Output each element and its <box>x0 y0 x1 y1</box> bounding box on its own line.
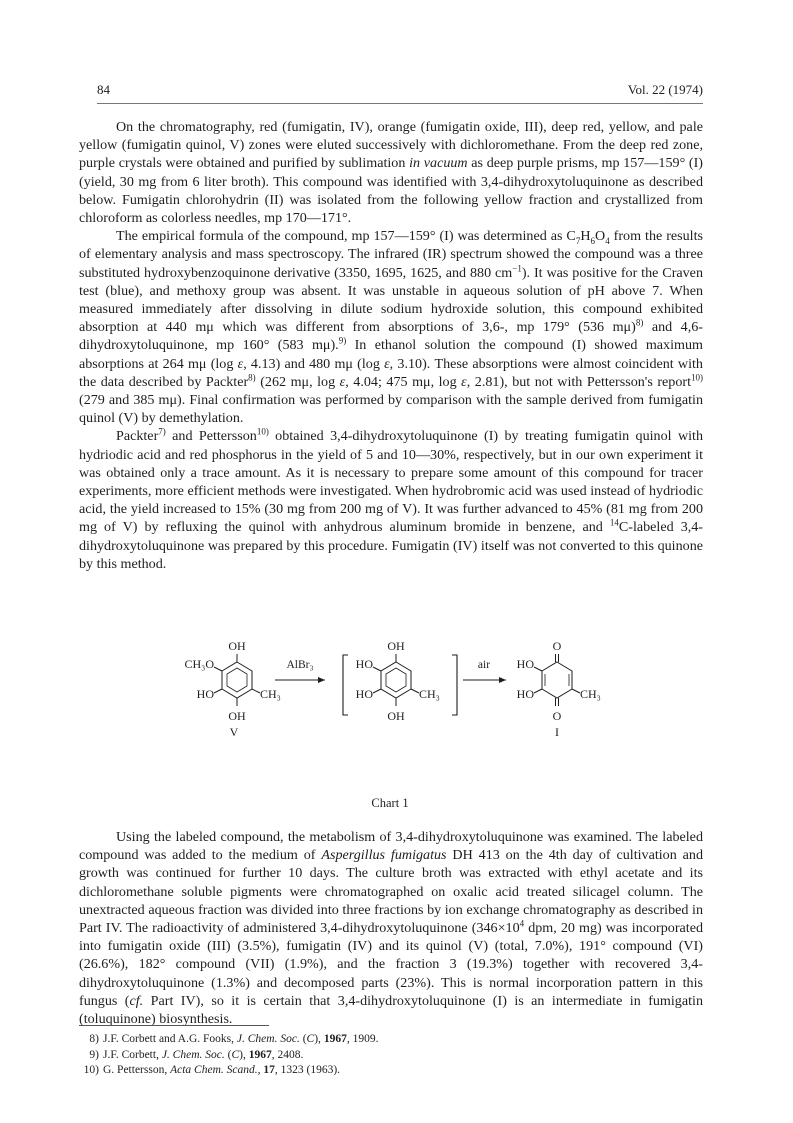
scheme-drawing <box>150 628 650 783</box>
c2-ring <box>381 662 411 698</box>
paragraph-3: Packter$^{7)}$ and Pettersson$^{10)}$ obtained 3,4-dihydroxytoluquinone (I) by treating fumigatin quinol with hydriodic acid and red phosphorus in the yield of 5 and 10—30%, respectively, but in our own experiment it was obtained only a trace amount. As it is necessary to prepare some amount of this compound for tracer experiments, more efficient methods were investigated. When hydrobromic acid was used instead of hydriodic acid, the yield increased to 15% (30 mg from 200 mg of V). It was further advanced to 45% (81 mg from 200 mg of V) by refluxing the quinol with anhydrous aluminum bromide in benzene, and $^{14}$C-labeled 3,4-dihydroxytoluquinone was prepared by this procedure. Fumigatin (IV) itself was not converted to this quinone by this method. <box>79 426 704 572</box>
reagent-albr3: AlBr₃ <box>286 659 314 671</box>
arrow-2-head <box>499 677 506 683</box>
c3-ul-bond <box>534 667 542 671</box>
body-text-bottom <box>79 828 703 1028</box>
c3-ll-bond <box>534 689 542 693</box>
paragraph-1: On the chromatography, red (fumigatin, IV), orange (fumigatin oxide, III), deep red, yellow, and pale yellow (fumigatin quinol, V) zones were eluted successively with dichloromethane. From the deep red zone, purple crystals were obtained and purified by sublimation in vacuum as deep purple prisms, mp 157—159° (I) (yield, 30 mg from 6 liter broth). This compound was identified with 3,4-dihydroxytoluquinone as described below. Fumigatin chlorohydrin (II) was isolated from the following yellow fraction and crystallized from chloroform as colorless needles, mp 170—171°. <box>79 119 703 227</box>
reference-item <box>79 1048 703 1064</box>
body-text-top <box>79 118 703 573</box>
reference-text: J.F. Corbett and A.G. Fooks, J. Chem. Soc. (C), 1967, 1909. <box>103 1033 379 1045</box>
c1-ring-inner <box>227 668 247 692</box>
c1-lr-bond <box>252 689 260 693</box>
reference-number: 8) <box>89 1033 99 1045</box>
references <box>79 1032 703 1079</box>
c3-top-label: O <box>552 639 562 653</box>
c2-top-label: OH <box>387 639 405 653</box>
reference-number: 9) <box>89 1048 99 1061</box>
c2-ll-bond <box>373 689 381 693</box>
c3-number: I <box>555 725 559 739</box>
c1-ll-label: HO <box>196 687 214 701</box>
paragraph-2: The empirical formula of the compound, mp 157—159° (I) was determined as $C_7H_6O_4$ from the results of elementary analysis and mass spectroscopy. The infrared (IR) spectrum showed the compound was a three substituted hydroxybenzoquinone derivative (3350, 1695, 1625, and 880 $cm^{-1}$). It was positive for the Craven test (blue), and methoxy group was absent. It was unstable in aqueous solution of pH above 7. When measured immediately after dissolving in dilute sodium hydroxide solution, this compound exhibited absorption at 440 mμ which was different from absorptions of 3,6-, mp 179° (536 mμ)$^{8)}$ and 4,6-dihydroxytoluquinone, mp 160° (583 mμ).$^{9)}$ In ethanol solution the compound (I) showed maximum absorptions at 264 mμ (log ε, 4.13) and 480 mμ (log ε, 3.10). These absorptions were almost coincident with the data described by Packter$^{8)}$ (262 mμ, log ε, 4.04; 475 mμ, log ε, 2.81), but not with Pettersson's report$^{10)}$ (279 and 385 mμ). Final confirmation was performed by comparison with the sample derived from fumigatin quinol (V) by demethylation. <box>79 228 703 427</box>
compound-v <box>184 639 280 739</box>
arrow-albr3 <box>275 659 325 683</box>
c1-bottom-label: OH <box>228 709 246 723</box>
c3-lr-bond <box>572 689 580 693</box>
c3-lr-label: CH₃ <box>580 687 601 701</box>
c3-ring <box>542 662 572 698</box>
paragraph-4: Using the labeled compound, the metabolism of 3,4-dihydroxytoluquinone was examined. The labeled compound was added to the medium of Aspergillus fumigatus DH 413 on the 4th day of cultivation and growth was continued for further 10 days. The culture broth was extracted with ethyl acetate and its dichloromethane soluble pigments were chromatographed on oxalic acid treated silicagel column. The unextracted aqueous fraction was divided into three fractions by ion exchange chromatography as described in Part IV. The radioactivity of administered 3,4-dihydroxytoluquinone ($346\times 10^4$ dpm, 20 mg) was incorporated into fumigatin oxide (III) (3.5%), fumigatin (IV) and its quinol (V) (total, 7.0%), 191° compound (VI) (26.6%), 182° compound (VII) (1.9%), and the fraction 3 (19.3%) together with recovered 3,4-dihydroxytoluquinone (1.3%) and decomposed parts (23%). This is normal incorporation pattern in this fungus (cf. Part IV), so it is certain that 3,4-dihydroxytoluquinone (I) is an intermediate in fumigatin (toluquinone) biosynthesis. <box>79 829 703 1028</box>
compound-intermediate <box>356 639 440 723</box>
journal-volume: Vol. 22 (1974) <box>627 82 703 97</box>
compound-i <box>517 639 601 739</box>
reaction-scheme <box>150 628 650 783</box>
reference-item <box>79 1032 703 1048</box>
bracket-left <box>343 655 348 715</box>
c2-ll-label: HO <box>355 687 373 701</box>
arrow-1-head <box>318 677 325 683</box>
c2-ring-inner <box>386 668 406 692</box>
chart-caption: Chart 1 <box>371 796 409 810</box>
c1-ul-bond <box>214 667 222 671</box>
c2-lr-label: CH₃ <box>419 687 440 701</box>
c1-ring <box>222 662 252 698</box>
c2-ul-label: HO <box>355 657 373 671</box>
running-header <box>97 82 703 100</box>
c3-ll-label: HO <box>516 687 534 701</box>
c2-ul-bond <box>373 667 381 671</box>
c3-bottom-label: O <box>552 709 562 723</box>
reference-number: 10) <box>83 1064 99 1076</box>
reagent-air: air <box>477 659 491 671</box>
footnote-rule <box>79 1025 269 1026</box>
arrow-air <box>463 659 506 683</box>
reference-text: J.F. Corbett, J. Chem. Soc. (C), 1967, 2408. <box>103 1048 304 1061</box>
c2-bottom-label: OH <box>387 709 405 723</box>
c2-lr-bond <box>411 689 419 693</box>
c1-number: V <box>229 725 239 739</box>
reference-item <box>79 1063 703 1079</box>
page-number: 84 <box>97 82 110 97</box>
c1-ll-bond <box>214 689 222 693</box>
c3-ul-label: HO <box>516 657 534 671</box>
header-rule <box>97 103 703 104</box>
reference-text: G. Pettersson, Acta Chem. Scand., 17, 1323 (1963). <box>103 1064 341 1076</box>
c1-top-label: OH <box>228 639 246 653</box>
bracket-right <box>452 655 457 715</box>
c1-ul-label: CH₃O <box>184 657 214 671</box>
c1-lr-label: CH₃ <box>260 687 281 701</box>
